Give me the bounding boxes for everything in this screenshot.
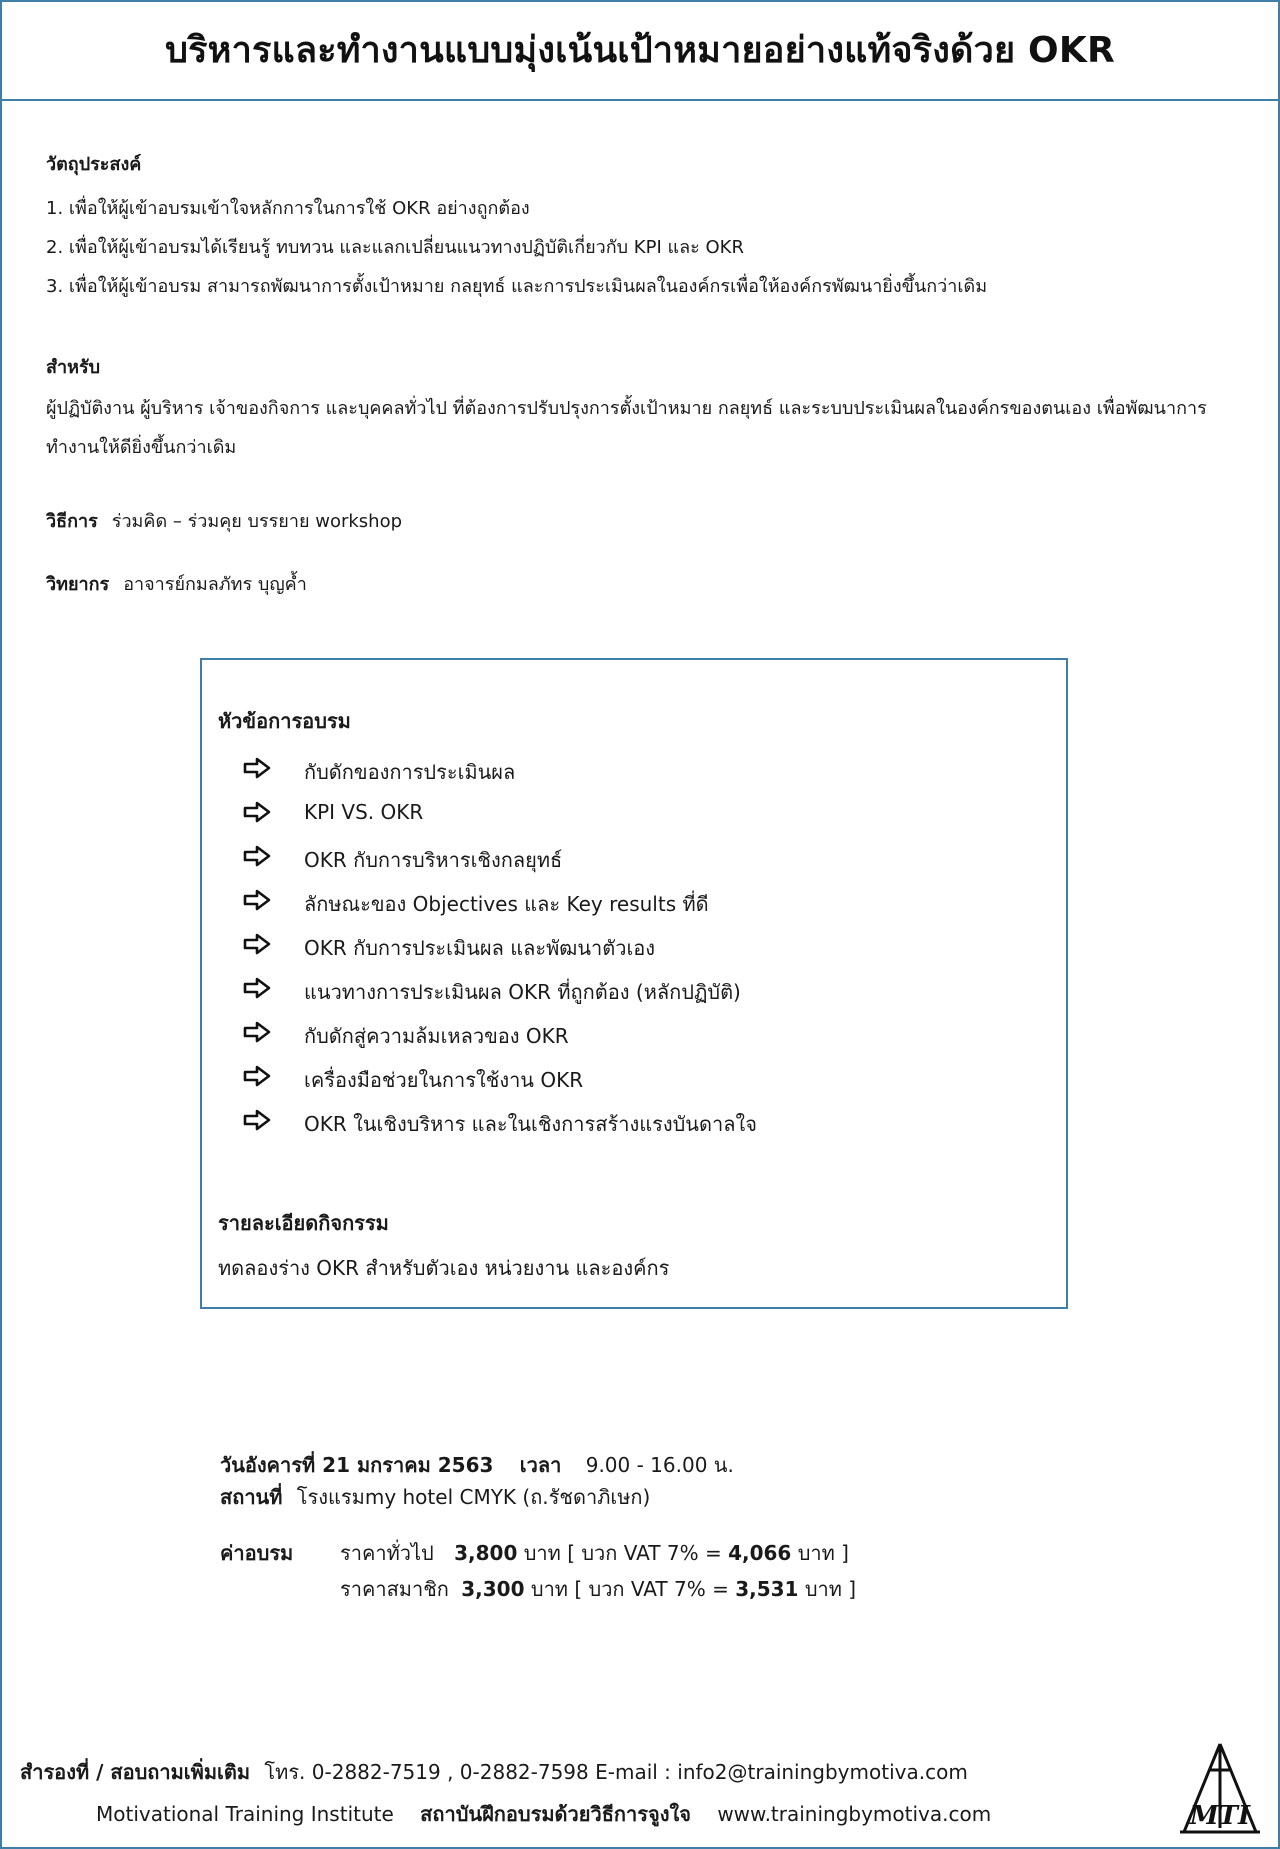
fee-member-total: 3,531 <box>735 1577 799 1601</box>
fee-label: ค่าอบรม <box>220 1541 294 1565</box>
topic-item-3: OKR กับการบริหารเชิงกลยุทธ์ <box>304 848 563 872</box>
website-link: www.trainingbymotiva.com <box>717 1802 992 1826</box>
page-title: บริหารและทำงานแบบมุ่งเน้นเป้าหมายอย่างแท้จริงด้วย OKR <box>165 30 1115 71</box>
fee-member-price: 3,300 <box>461 1577 525 1601</box>
topic-item-8: เครื่องมือช่วยในการใช้งาน OKR <box>304 1068 584 1092</box>
fee-general-label: ราคาทั่วไป <box>340 1541 434 1565</box>
org-line <box>96 1798 991 1830</box>
fee-member-label: ราคาสมาชิก <box>340 1577 449 1601</box>
topic-row <box>242 929 272 959</box>
time-label: เวลา <box>519 1453 562 1477</box>
topic-item-1: กับดักของการประเมินผล <box>304 760 516 784</box>
topic-item-2: KPI VS. OKR <box>304 800 424 824</box>
topic-row <box>242 1105 272 1135</box>
venue-label: สถานที่ <box>220 1485 283 1509</box>
header-banner <box>0 0 1280 101</box>
fee-general-line <box>340 1540 849 1566</box>
speaker-value: อาจารย์กมลภัทร บุญค้ำ <box>123 574 307 595</box>
org-name-en: Motivational Training Institute <box>96 1802 394 1826</box>
method-line <box>46 509 402 535</box>
right-arrow-icon <box>242 933 272 955</box>
right-arrow-icon <box>242 1065 272 1087</box>
fee-general-detail: บาท [ บวก VAT 7% = <box>523 1541 722 1565</box>
activity-text: ทดลองร่าง OKR สำหรับตัวเอง หน่วยงาน และองค์กร <box>218 1256 670 1280</box>
time-value: 9.00 - 16.00 น. <box>585 1453 734 1477</box>
right-arrow-icon <box>242 801 272 823</box>
topic-item-7: กับดักสู่ความล้มเหลวของ OKR <box>304 1024 569 1048</box>
topic-item-5: OKR กับการประเมินผล และพัฒนาตัวเอง <box>304 936 656 960</box>
audience-heading: สำหรับ <box>46 357 101 378</box>
method-value: ร่วมคิด – ร่วมคุย บรรยาย workshop <box>111 511 403 532</box>
right-arrow-icon <box>242 1021 272 1043</box>
fee-member-detail: บาท [ บวก VAT 7% = <box>530 1577 729 1601</box>
objective-item-3: 3. เพื่อให้ผู้เข้าอบรม สามารถพัฒนาการตั้งเป้าหมาย กลยุทธ์ และการประเมินผลในองค์กรเพื่อให้องค์กรพัฒนายิ่งขึ้นกว่าเดิม <box>46 276 988 297</box>
venue-value: โรงแรมmy hotel CMYK (ถ.รัชดาภิเษก) <box>296 1485 651 1509</box>
topic-row <box>242 841 272 871</box>
topic-item-6: แนวทางการประเมินผล OKR ที่ถูกต้อง (หลักปฏิบัติ) <box>304 980 741 1004</box>
topic-row <box>242 973 272 1003</box>
audience-text: ผู้ปฏิบัติงาน ผู้บริหาร เจ้าของกิจการ และบุคคลทั่วไป ที่ต้องการปรับปรุงการตั้งเป้าหมาย กลยุทธ์ และระบบประเมินผลในองค์กรของตนเอง เพื่อพัฒนาการทำงานให้ดียิ่งขึ้นกว่าเดิม <box>46 398 1207 458</box>
org-name-th: สถาบันฝึกอบรมด้วยวิธีการจูงใจ <box>420 1802 691 1826</box>
fee-member-line <box>340 1576 856 1602</box>
topic-row <box>242 753 272 783</box>
contact-label: สำรองที่ / สอบถามเพิ่มเติม <box>20 1760 251 1784</box>
fee-member-end: บาท ] <box>804 1577 857 1601</box>
right-arrow-icon <box>242 845 272 867</box>
method-label: วิธีการ <box>46 511 98 532</box>
topic-row <box>242 797 272 827</box>
right-arrow-icon <box>242 757 272 779</box>
right-arrow-icon <box>242 889 272 911</box>
right-arrow-icon <box>242 1109 272 1131</box>
mti-logo <box>1176 1740 1264 1836</box>
topics-heading: หัวข้อการอบรม <box>218 709 351 733</box>
activity-heading: รายละเอียดกิจกรรม <box>218 1211 389 1235</box>
speaker-label: วิทยากร <box>46 574 110 595</box>
objective-item-1: 1. เพื่อให้ผู้เข้าอบรมเข้าใจหลักการในการใช้ OKR อย่างถูกต้อง <box>46 198 530 219</box>
schedule-date-line <box>220 1452 734 1478</box>
speaker-line <box>46 572 307 598</box>
topics-box <box>200 658 1068 1309</box>
topic-item-9: OKR ในเชิงบริหาร และในเชิงการสร้างแรงบันดาลใจ <box>304 1112 757 1136</box>
fee-general-total: 4,066 <box>728 1541 792 1565</box>
logo-text: MTI <box>1189 1801 1251 1831</box>
schedule-date: วันอังคารที่ 21 มกราคม 2563 <box>220 1453 494 1477</box>
fee-general-price: 3,800 <box>454 1541 518 1565</box>
right-arrow-icon <box>242 977 272 999</box>
objective-item-2: 2. เพื่อให้ผู้เข้าอบรมได้เรียนรู้ ทบทวน และแลกเปลี่ยนแนวทางปฏิบัติเกี่ยวกับ KPI และ OKR <box>46 237 744 258</box>
contact-phone-email: โทร. 0-2882-7519 , 0-2882-7598 E-mail : info2@trainingbymotiva.com <box>264 1760 968 1784</box>
topic-row <box>242 885 272 915</box>
topic-row <box>242 1061 272 1091</box>
venue-line <box>220 1484 650 1510</box>
fee-general-end: บาท ] <box>797 1541 849 1565</box>
topic-item-4: ลักษณะของ Objectives และ Key results ที่ดี <box>304 892 709 916</box>
topic-row <box>242 1017 272 1047</box>
objectives-heading: วัตถุประสงค์ <box>46 154 142 175</box>
contact-line <box>20 1756 968 1788</box>
